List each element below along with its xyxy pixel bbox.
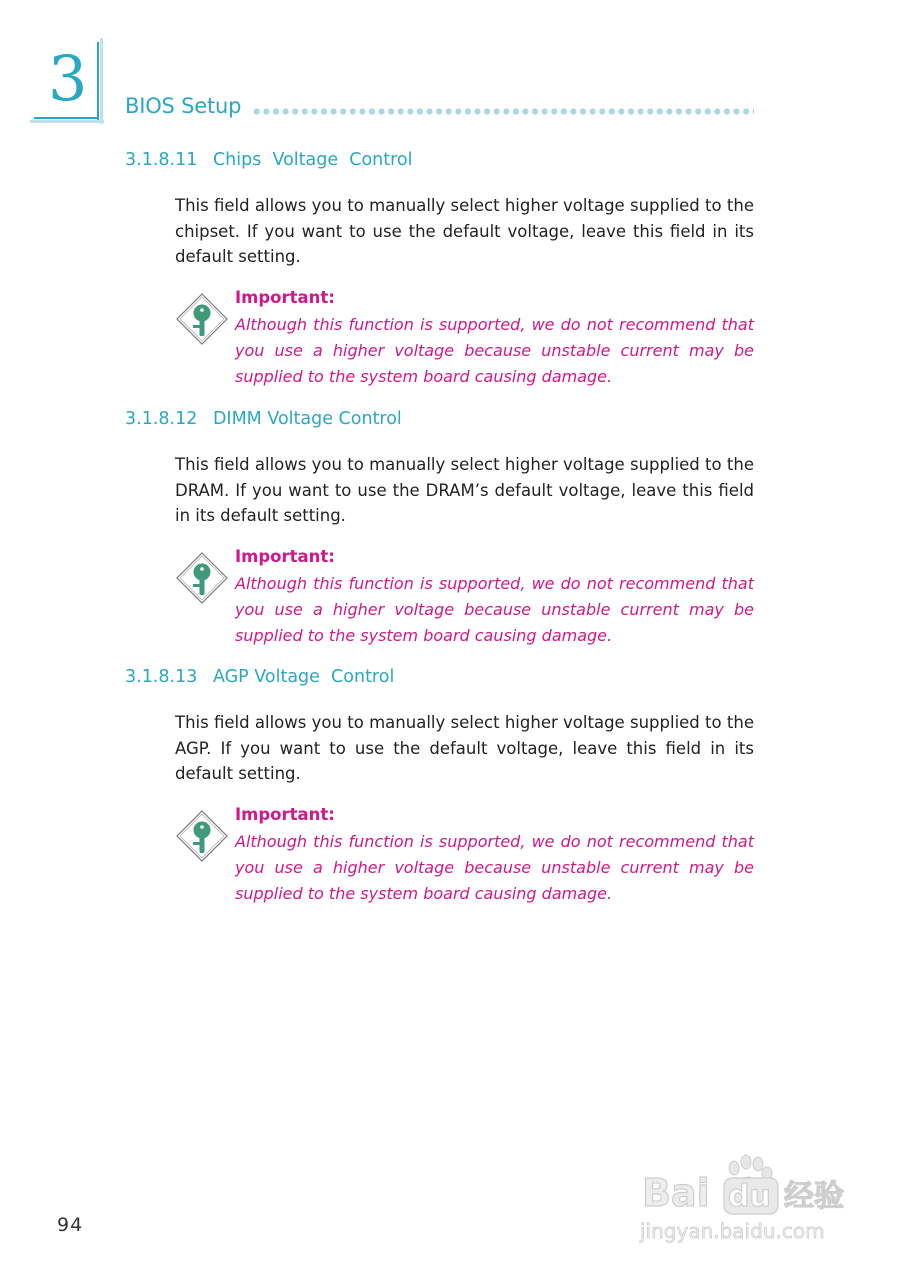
note-title: Important:: [235, 805, 335, 824]
svg-text:du: du: [728, 1179, 771, 1214]
section-heading: [125, 667, 394, 687]
chapter-badge: [30, 38, 102, 122]
section-heading: [125, 409, 402, 429]
key-icon: [175, 292, 229, 346]
watermark-url: jingyan.baidu.com: [640, 1219, 825, 1243]
svg-text:Bai: Bai: [642, 1171, 710, 1215]
chapter-number: 3: [48, 42, 88, 115]
note-text: Although this function is supported, we do not recommend that you use a higher voltage because unstable current may be supplied to the system board causing damage.: [235, 832, 754, 903]
note-text: Although this function is supported, we do not recommend that you use a higher voltage because unstable current may be supplied to the system board causing damage.: [235, 315, 754, 386]
badge-border: [97, 42, 99, 120]
key-icon: [175, 551, 229, 605]
baidu-jingyan-watermark: [636, 1140, 856, 1250]
page-number: 94: [57, 1214, 84, 1236]
section-title: AGP Voltage Control: [212, 667, 395, 687]
section-title: DIMM Voltage Control: [212, 409, 402, 429]
section-body: This field allows you to manually select higher voltage supplied to the chipset. If you want to use the default voltage, leave this field in its default setting.: [175, 196, 754, 266]
title-dot-rule: [252, 107, 754, 116]
note-title: Important:: [235, 288, 335, 307]
key-icon: [175, 809, 229, 863]
section-number: 3.1.8.13: [125, 667, 198, 687]
badge-shadow: [100, 38, 103, 124]
chapter-title: BIOS Setup: [125, 94, 242, 118]
note-title: Important:: [235, 547, 335, 566]
important-note: [175, 805, 754, 915]
section-heading: [125, 150, 413, 170]
section-number: 3.1.8.12: [125, 409, 198, 429]
section-number: 3.1.8.11: [125, 150, 198, 170]
svg-text:经验: 经验: [784, 1179, 844, 1214]
important-note: [175, 547, 754, 657]
important-note: [175, 288, 754, 398]
section-title: Chips Voltage Control: [212, 150, 413, 170]
note-text: Although this function is supported, we do not recommend that you use a higher voltage because unstable current may be supplied to the system board causing damage.: [235, 574, 754, 645]
section-body: This field allows you to manually select higher voltage supplied to the AGP. If you want to use the default voltage, leave this field in its default setting.: [175, 713, 754, 783]
badge-shadow: [30, 120, 104, 123]
section-body: This field allows you to manually select higher voltage supplied to the DRAM. If you want to use the DRAM’s default voltage, leave this field in its default setting.: [175, 455, 754, 525]
